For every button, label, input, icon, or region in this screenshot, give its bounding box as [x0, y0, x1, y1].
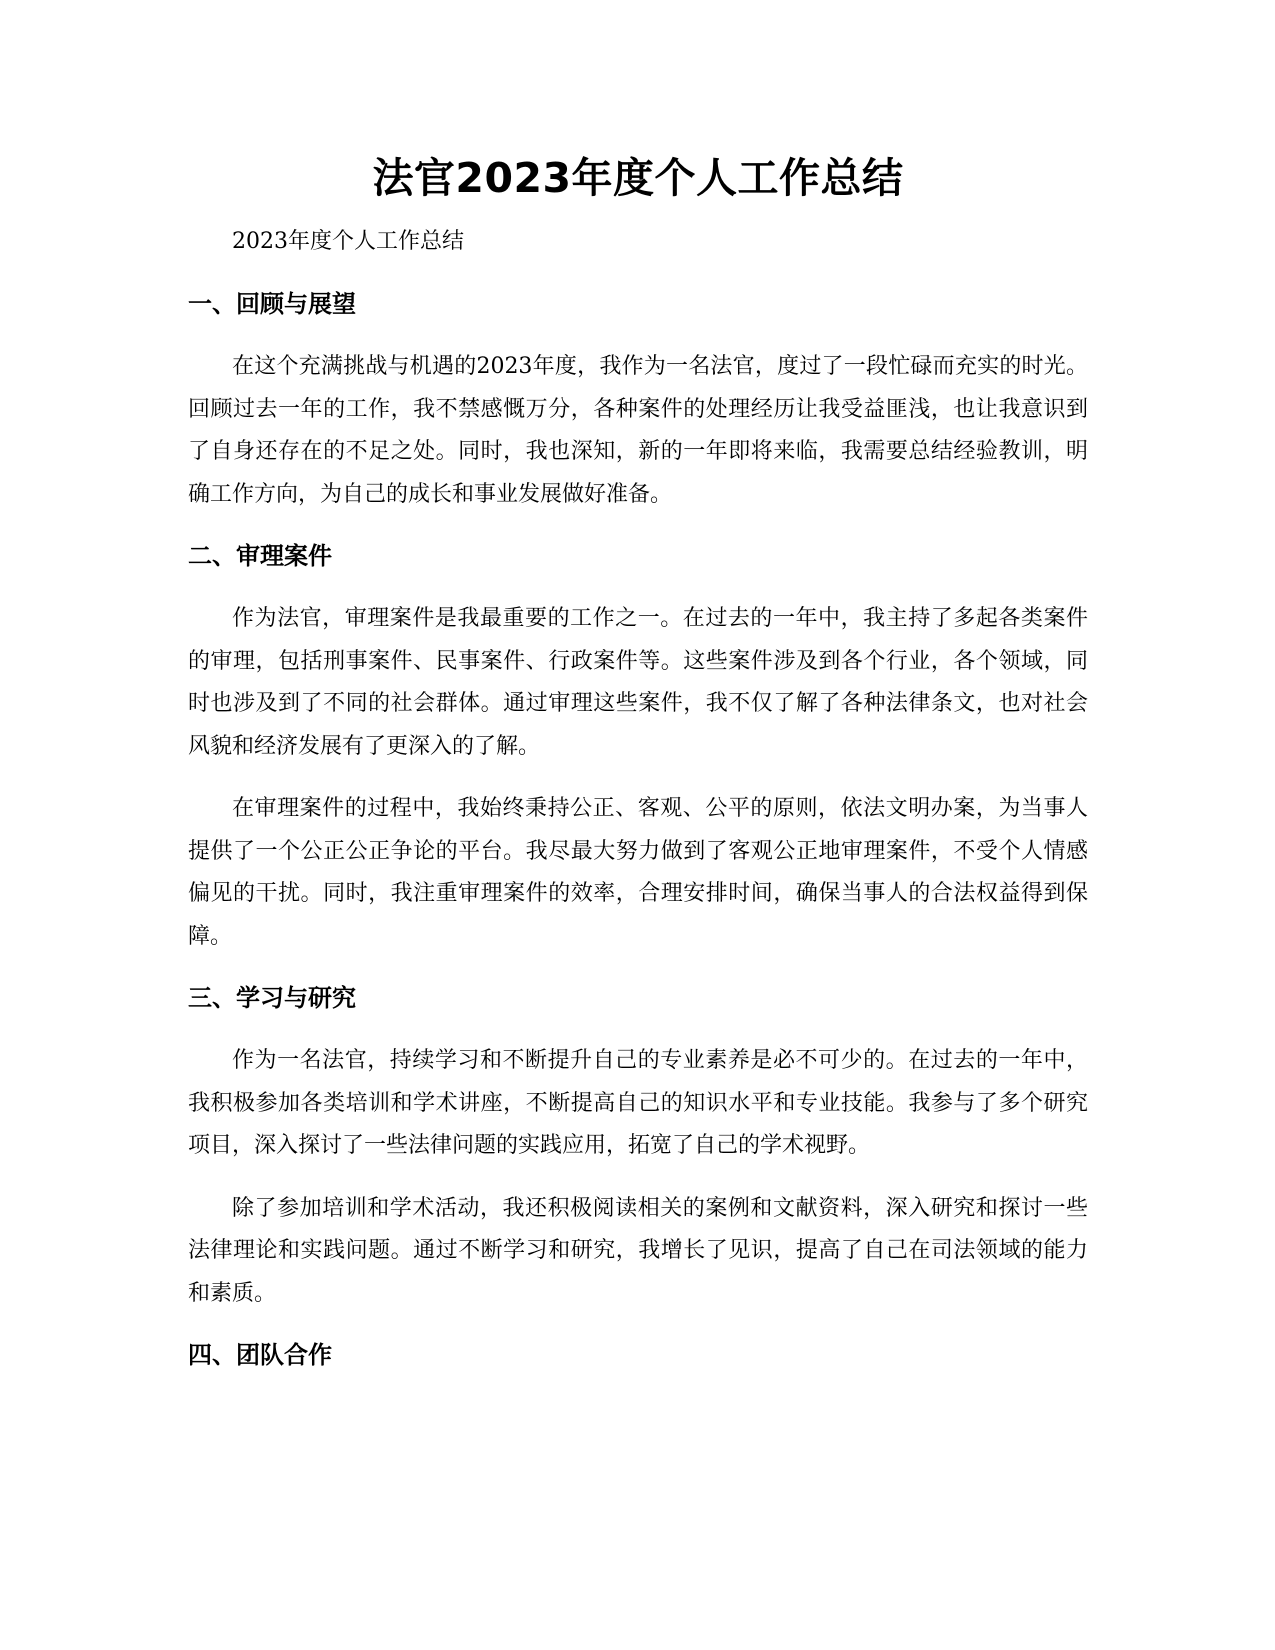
section-paragraph: 作为法官，审理案件是我最重要的工作之一。在过去的一年中，我主持了多起各类案件的审理，包括刑事案件、民事案件、行政案件等。这些案件涉及到各个行业，各个领域，同时也涉及到了不同的社会群体。通过审理这些案件，我不仅了解了各种法律条文，也对社会风貌和经济发展有了更深入的了解。 [188, 606, 1088, 759]
document-subtitle: 2023年度个人工作总结 [232, 229, 464, 254]
section-study-research [188, 978, 1088, 1315]
section-heading: 一、回顾与展望 [188, 290, 356, 318]
section-review-outlook [188, 284, 1088, 516]
section-heading: 二、审理案件 [188, 542, 332, 570]
document-title: 法官2023年度个人工作总结 [372, 154, 904, 202]
section-heading: 三、学习与研究 [188, 984, 356, 1012]
section-paragraph: 除了参加培训和学术活动，我还积极阅读相关的案例和文献资料，深入研究和探讨一些法律理论和实践问题。通过不断学习和研究，我增长了见识，提高了自己在司法领域的能力和素质。 [188, 1195, 1088, 1306]
document-body [188, 148, 1088, 1397]
section-paragraph: 在审理案件的过程中，我始终秉持公正、客观、公平的原则，依法文明办案，为当事人提供了一个公正公正争论的平台。我尽最大努力做到了客观公正地审理案件，不受个人情感偏见的干扰。同时，我注重审理案件的效率，合理安排时间，确保当事人的合法权益得到保障。 [188, 796, 1088, 949]
section-paragraph: 在这个充满挑战与机遇的2023年度，我作为一名法官，度过了一段忙碌而充实的时光。回顾过去一年的工作，我不禁感慨万分，各种案件的处理经历让我受益匪浅，也让我意识到了自身还存在的不足之处。同时，我也深知，新的一年即将来临，我需要总结经验教训，明确工作方向，为自己的成长和事业发展做好准备。 [188, 354, 1088, 507]
section-heading: 四、团队合作 [188, 1341, 332, 1369]
section-case-trials [188, 536, 1088, 958]
section-teamwork [188, 1335, 1088, 1375]
section-paragraph: 作为一名法官，持续学习和不断提升自己的专业素养是必不可少的。在过去的一年中，我积极参加各类培训和学术讲座，不断提高自己的知识水平和专业技能。我参与了多个研究项目，深入探讨了一些法律问题的实践应用，拓宽了自己的学术视野。 [188, 1048, 1088, 1158]
